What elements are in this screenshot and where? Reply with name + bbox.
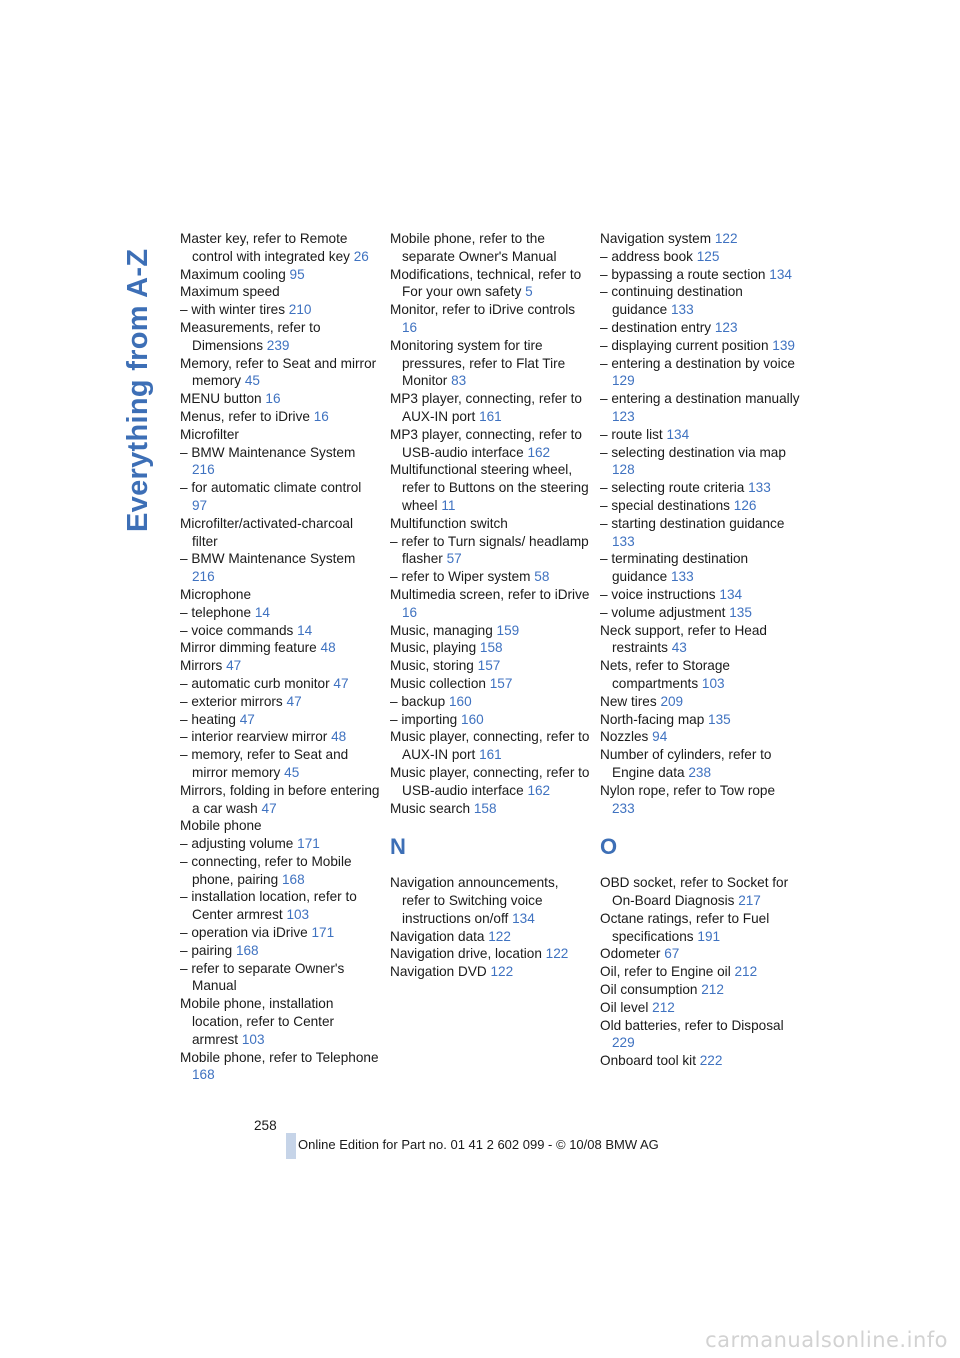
index-entry	[180, 817, 380, 835]
index-entry	[180, 924, 380, 942]
index-entry-text: Monitoring system for tire pressures, refer to Flat Tire Monitor	[390, 337, 566, 389]
index-entry	[600, 711, 800, 729]
index-entry	[390, 711, 590, 729]
index-entry-text: Old batteries, refer to Disposal	[600, 1017, 784, 1033]
page-number: 258	[254, 1118, 277, 1133]
page-reference-link[interactable]: 133	[670, 569, 694, 585]
page-reference-link[interactable]: 212	[701, 982, 724, 998]
page-reference-link[interactable]: 11	[441, 497, 456, 513]
index-entry	[390, 963, 590, 981]
page-reference-link[interactable]: 157	[477, 658, 501, 674]
page-reference-link[interactable]: 83	[451, 373, 467, 389]
index-entry	[600, 746, 800, 782]
index-entry-text: – importing	[390, 711, 458, 727]
page-reference-link[interactable]: 216	[192, 462, 215, 478]
index-entry	[180, 693, 380, 711]
index-entry	[600, 586, 800, 604]
page-reference-link[interactable]: 58	[534, 569, 550, 585]
page-reference-link[interactable]: 168	[281, 871, 305, 887]
page-reference-link[interactable]: 158	[479, 640, 503, 656]
index-entry	[180, 675, 380, 693]
index-entry-text: – destination entry	[600, 319, 712, 335]
index-entry-text: – selecting route criteria	[600, 480, 745, 496]
index-entry	[390, 728, 590, 764]
index-entry-text: – terminating destination guidance	[600, 551, 749, 585]
page-reference-link[interactable]: 161	[479, 747, 502, 763]
index-entry-text: Navigation system	[600, 231, 712, 246]
index-entry	[180, 782, 380, 818]
page-reference-link[interactable]: 45	[244, 373, 260, 389]
index-entry	[180, 960, 380, 996]
index-entry-text: – for automatic climate control	[180, 480, 362, 496]
index-entry	[180, 230, 380, 266]
index-entry-text: – exterior mirrors	[180, 693, 283, 709]
index-entry	[600, 479, 800, 497]
index-entry-text: Mirror dimming feature	[180, 640, 317, 656]
page-reference-link[interactable]: 168	[192, 1067, 215, 1083]
page-reference-link[interactable]: 122	[490, 964, 514, 980]
index-entry	[390, 230, 590, 266]
index-entry	[600, 444, 800, 480]
index-entry-text: Mobile phone, installation location, refer to Center armrest	[180, 996, 335, 1047]
index-entry-text: Memory, refer to Seat and mirror memory	[180, 355, 377, 389]
index-entry-text: OBD socket, refer to Socket for On-Board Diagnosis	[600, 875, 789, 909]
index-entry	[600, 874, 800, 910]
index-entry	[390, 639, 590, 657]
index-entry	[180, 550, 380, 586]
index-entry	[390, 945, 590, 963]
index-entry-text: Music collection	[390, 675, 486, 691]
index-entry	[390, 800, 590, 818]
page-reference-link[interactable]: 134	[666, 426, 690, 442]
index-entry-text: – starting destination guidance	[600, 515, 785, 531]
index-entry-text: – refer to Wiper system	[390, 569, 531, 585]
index-entry-text: – memory, refer to Seat and mirror memory	[180, 747, 349, 780]
index-entry	[600, 910, 800, 946]
page-reference-link[interactable]: 158	[473, 800, 497, 816]
index-entry-text: Neck support, refer to Head restraints	[600, 622, 767, 656]
index-entry-text: – voice commands	[180, 622, 294, 638]
index-entry	[600, 550, 800, 586]
page-reference-link[interactable]: 128	[612, 462, 635, 478]
index-entry	[390, 426, 590, 462]
page-reference-link[interactable]: 67	[664, 946, 680, 962]
index-entry-text: – entering a destination by voice	[600, 355, 795, 371]
index-entry	[600, 963, 800, 981]
index-entry	[390, 693, 590, 711]
index-entry-text: Oil level	[600, 999, 649, 1015]
index-entry-text: Music, playing	[390, 640, 477, 656]
index-entry-text: – entering a destination manually	[600, 391, 800, 407]
index-entry	[600, 390, 800, 426]
index-entry-text: Multifunctional steering wheel, refer to Buttons on the steering wheel	[390, 462, 589, 513]
index-entry-text: Onboard tool kit	[600, 1053, 696, 1069]
index-entry-text: Monitor, refer to iDrive controls	[390, 302, 576, 318]
index-entry	[390, 390, 590, 426]
index-entry-text: – special destinations	[600, 497, 730, 513]
index-entry-text: Navigation drive, location	[390, 946, 542, 962]
page-reference-link[interactable]: 217	[738, 893, 761, 909]
page-reference-link[interactable]: 47	[226, 658, 242, 674]
page-reference-link[interactable]: 133	[612, 533, 635, 549]
index-entry	[600, 657, 800, 693]
index-entry-text: Maximum cooling	[180, 266, 286, 282]
page-reference-link[interactable]: 134	[769, 266, 792, 282]
index-entry-text: MP3 player, connecting, refer to AUX-IN port	[390, 391, 582, 424]
index-entry-text: – refer to separate Owner's Manual	[180, 960, 345, 994]
page-reference-link[interactable]: 222	[699, 1053, 723, 1069]
page-reference-link[interactable]: 239	[266, 337, 290, 353]
page-reference-link[interactable]: 14	[297, 622, 313, 638]
page-reference-link[interactable]: 16	[265, 391, 281, 407]
index-entry-text: Oil consumption	[600, 982, 698, 998]
index-entry-text: Multifunction switch	[390, 515, 508, 531]
index-entry	[600, 497, 800, 515]
index-entry	[600, 426, 800, 444]
page-reference-link[interactable]: 126	[733, 497, 757, 513]
page-reference-link[interactable]: 129	[612, 373, 635, 389]
watermark-logo: carmanualsonline.info	[705, 1328, 948, 1352]
index-entry	[180, 604, 380, 622]
page-reference-link[interactable]: 125	[696, 248, 720, 264]
index-entry	[600, 248, 800, 266]
page-reference-link[interactable]: 191	[697, 928, 721, 944]
index-entry	[180, 266, 380, 284]
page-reference-link[interactable]: 161	[479, 408, 502, 424]
page-reference-link[interactable]: 233	[612, 800, 635, 816]
page-reference-link[interactable]: 134	[719, 586, 743, 602]
index-entry-text: Nylon rope, refer to Tow rope	[600, 782, 776, 798]
page-reference-link[interactable]: 5	[525, 284, 533, 300]
index-entry	[600, 1017, 800, 1053]
footer-accent-bar	[286, 1133, 296, 1159]
page-reference-link[interactable]: 14	[254, 604, 270, 620]
page-reference-link[interactable]: 171	[311, 925, 335, 941]
index-entry-text: MP3 player, connecting, refer to USB-audio interface	[390, 426, 582, 460]
index-entry-text: – with winter tires	[180, 302, 286, 318]
index-entry-text: – route list	[600, 426, 663, 442]
page-reference-link[interactable]: 48	[331, 729, 347, 745]
index-entry-text: Music search	[390, 800, 471, 816]
index-entry-text: North-facing map	[600, 711, 705, 727]
page-reference-link[interactable]: 103	[241, 1031, 265, 1047]
page-reference-link[interactable]: 212	[652, 999, 675, 1015]
page-reference-link[interactable]: 47	[239, 711, 255, 727]
page-reference-link[interactable]: 210	[288, 302, 312, 318]
index-entry-text: – BMW Maintenance System	[180, 444, 356, 460]
index-entry	[180, 426, 380, 444]
index-entry-text: Measurements, refer to Dimensions	[180, 319, 321, 353]
page-reference-link[interactable]: 209	[660, 693, 684, 709]
index-entry	[600, 728, 800, 746]
index-entry-text: – volume adjustment	[600, 604, 726, 620]
index-column-2	[390, 230, 590, 981]
index-entry-text: – operation via iDrive	[180, 925, 308, 941]
page-reference-link[interactable]: 97	[192, 497, 208, 513]
page-reference-link[interactable]: 45	[284, 764, 300, 780]
index-entry-text: Multimedia screen, refer to iDrive	[390, 586, 590, 602]
index-entry	[600, 515, 800, 551]
index-entry-text: – pairing	[180, 942, 233, 958]
index-entry	[180, 622, 380, 640]
page-reference-link[interactable]: 103	[286, 907, 310, 923]
index-letter-heading: N	[390, 834, 406, 860]
index-entry-text: Mobile phone	[180, 818, 262, 834]
index-entry-text: – continuing destination guidance	[600, 284, 743, 318]
index-entry-text: Mobile phone, refer to the separate Owner's Manual	[390, 231, 557, 264]
index-entry	[180, 390, 380, 408]
index-entry	[180, 728, 380, 746]
index-entry-text: – selecting destination via map	[600, 444, 786, 460]
index-entry	[600, 283, 800, 319]
index-entry	[180, 639, 380, 657]
page-reference-link[interactable]: 123	[612, 408, 635, 424]
index-entry	[390, 533, 590, 569]
index-entry	[600, 999, 800, 1017]
index-entry	[600, 604, 800, 622]
index-entry-text: MENU button	[180, 391, 262, 407]
index-entry	[180, 942, 380, 960]
page-reference-link[interactable]: 216	[192, 569, 215, 585]
index-entry	[180, 283, 380, 301]
index-entry-text: Menus, refer to iDrive	[180, 408, 310, 424]
index-entry	[600, 693, 800, 711]
index-entry-text: Microfilter	[180, 426, 239, 442]
index-entry	[390, 586, 590, 622]
index-entry	[180, 711, 380, 729]
index-entry	[600, 945, 800, 963]
index-entry	[600, 319, 800, 337]
page-reference-link[interactable]: 157	[489, 675, 513, 691]
page-reference-link[interactable]: 162	[527, 444, 551, 460]
index-entry-text: – automatic curb monitor	[180, 675, 330, 691]
index-entry	[180, 355, 380, 391]
index-entry	[180, 657, 380, 675]
index-entry	[390, 928, 590, 946]
index-entry	[180, 853, 380, 889]
page-reference-link[interactable]: 135	[708, 711, 731, 727]
index-entry	[180, 444, 380, 480]
index-entry	[600, 230, 800, 248]
index-letter-heading: O	[600, 834, 618, 860]
index-entry-text: Number of cylinders, refer to Engine data	[600, 747, 772, 780]
index-entry	[390, 301, 590, 337]
footer-edition-text: Online Edition for Part no. 01 41 2 602 099 - © 10/08 BMW AG	[298, 1137, 659, 1152]
index-entry	[390, 622, 590, 640]
index-entry-text: Mirrors	[180, 658, 223, 674]
index-entry-text: Navigation announcements, refer to Switching voice instructions on/off	[390, 875, 559, 926]
index-entry	[180, 319, 380, 355]
index-entry-text: – voice instructions	[600, 586, 716, 602]
index-entry-text: Navigation DVD	[390, 964, 487, 980]
index-entry	[180, 1049, 380, 1085]
page-reference-link[interactable]: 16	[313, 408, 329, 424]
index-entry	[180, 515, 380, 551]
page-reference-link[interactable]: 16	[402, 319, 418, 335]
index-entry	[600, 266, 800, 284]
index-entry-text: Music player, connecting, refer to USB-audio interface	[390, 764, 590, 798]
page-reference-link[interactable]: 160	[448, 693, 472, 709]
index-entry-text: Navigation data	[390, 928, 485, 944]
index-column-3	[600, 230, 800, 1070]
index-entry-text: – displaying current position	[600, 337, 769, 353]
index-entry	[600, 337, 800, 355]
index-entry-text: Microfilter/activated-charcoal filter	[180, 515, 354, 549]
index-entry	[600, 355, 800, 391]
index-entry	[180, 888, 380, 924]
index-entry	[180, 995, 380, 1048]
index-entry-text: Nets, refer to Storage compartments	[600, 658, 730, 691]
page-reference-link[interactable]: 135	[729, 604, 752, 620]
index-entry	[390, 764, 590, 800]
page-reference-link[interactable]: 229	[612, 1035, 635, 1051]
page-reference-link[interactable]: 168	[235, 942, 259, 958]
section-title: Everything from A-Z	[122, 248, 154, 532]
page-reference-link[interactable]: 26	[353, 248, 369, 264]
page-reference-link[interactable]: 57	[446, 551, 462, 567]
index-entry-text: Microphone	[180, 586, 252, 602]
index-entry-text: Music, managing	[390, 622, 493, 638]
page-reference-link[interactable]: 238	[688, 764, 712, 780]
page-reference-link[interactable]: 103	[701, 675, 725, 691]
page-reference-link[interactable]: 94	[652, 729, 668, 745]
index-entry-text: – installation location, refer to Center armrest	[180, 889, 357, 923]
index-entry-text: – BMW Maintenance System	[180, 551, 356, 567]
index-entry-text: – connecting, refer to Mobile phone, pairing	[180, 853, 352, 887]
page-reference-link[interactable]: 47	[261, 800, 277, 816]
index-entry	[600, 782, 800, 818]
index-entry	[600, 1052, 800, 1070]
index-entry-text: – adjusting volume	[180, 836, 294, 852]
index-entry	[180, 835, 380, 853]
index-entry-text: Mirrors, folding in before entering a car wash	[180, 782, 380, 816]
page-reference-link[interactable]: 160	[461, 711, 484, 727]
index-entry	[600, 622, 800, 658]
page-reference-link[interactable]: 134	[512, 910, 535, 926]
index-entry-text: – refer to Turn signals/ headlamp flasher	[390, 533, 589, 567]
page-reference-link[interactable]: 133	[670, 302, 694, 318]
index-entry-text: Modifications, technical, refer to For your own safety	[390, 266, 582, 300]
page-reference-link[interactable]: 122	[714, 231, 738, 246]
index-entry-text: New tires	[600, 693, 657, 709]
index-entry	[180, 746, 380, 782]
page-reference-link[interactable]: 43	[671, 640, 687, 656]
index-entry	[390, 266, 590, 302]
page-reference-link[interactable]: 139	[772, 337, 795, 353]
index-entry	[600, 981, 800, 999]
index-entry	[390, 568, 590, 586]
page-reference-link[interactable]: 122	[488, 928, 511, 944]
index-entry-text: – bypassing a route section	[600, 266, 766, 282]
page-reference-link[interactable]: 123	[714, 319, 738, 335]
index-entry-text: – backup	[390, 693, 446, 709]
index-entry	[390, 337, 590, 390]
index-column-1	[180, 230, 380, 1084]
index-entry-text: Nozzles	[600, 729, 649, 745]
index-entry-text: Octane ratings, refer to Fuel specifications	[600, 910, 770, 944]
page-reference-link[interactable]: 212	[734, 964, 758, 980]
index-entry	[390, 874, 590, 927]
index-entry-text: Master key, refer to Remote control with integrated key	[180, 231, 350, 264]
page-reference-link[interactable]: 16	[402, 604, 418, 620]
index-entry-text: – interior rearview mirror	[180, 729, 328, 745]
index-entry	[180, 301, 380, 319]
page-reference-link[interactable]: 133	[748, 480, 771, 496]
index-entry-text: – telephone	[180, 604, 252, 620]
index-entry	[390, 515, 590, 533]
index-entry	[390, 657, 590, 675]
index-entry-text: Mobile phone, refer to Telephone	[180, 1049, 379, 1065]
index-entry	[390, 675, 590, 693]
index-entry-text: – address book	[600, 248, 693, 264]
page-reference-link[interactable]: 171	[297, 836, 320, 852]
index-entry	[390, 461, 590, 514]
page-reference-link[interactable]: 122	[545, 946, 569, 962]
page-reference-link[interactable]: 162	[527, 782, 551, 798]
page-reference-link[interactable]: 47	[333, 675, 349, 691]
page-reference-link[interactable]: 159	[496, 622, 520, 638]
page-reference-link[interactable]: 47	[286, 693, 302, 709]
page-reference-link[interactable]: 48	[320, 640, 336, 656]
page-reference-link[interactable]: 95	[289, 266, 305, 282]
index-entry-text: Maximum speed	[180, 284, 280, 300]
index-entry	[180, 479, 380, 515]
index-entry-text: Music player, connecting, refer to AUX-IN port	[390, 729, 590, 763]
index-entry-text: Odometer	[600, 946, 661, 962]
index-entry	[180, 586, 380, 604]
index-entry-text: – heating	[180, 711, 236, 727]
index-entry-text: Oil, refer to Engine oil	[600, 964, 731, 980]
index-entry	[180, 408, 380, 426]
index-entry-text: Music, storing	[390, 658, 474, 674]
